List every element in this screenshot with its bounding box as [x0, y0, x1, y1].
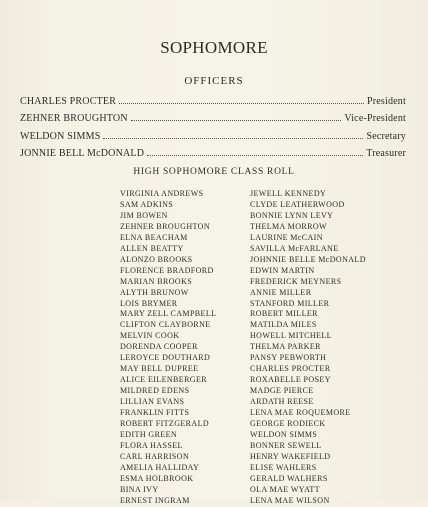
roll-name: EDITH GREEN	[120, 429, 178, 439]
officer-name: CHARLES PROCTER	[20, 96, 117, 107]
roll-name: SAM ADKINS	[120, 199, 174, 209]
officer-name: JONNIE BELL McDONALD	[20, 147, 145, 159]
roll-name: MAY BELL DUPREE	[120, 364, 199, 374]
officer-name: WELDON SIMMS	[20, 130, 101, 142]
roll-name: GERALD WALHERS	[250, 473, 328, 483]
roll-name: STANFORD MILLER	[250, 298, 330, 308]
roll-name: BONNIE LYNN LEVY	[250, 210, 334, 220]
roll-name: CLIFTON CLAYBORNE	[120, 320, 211, 330]
roll-name: VIRGINIA ANDREWS	[120, 189, 204, 198]
officer-name: ZEHNER BROUGHTON	[20, 113, 128, 125]
roll-name: LENA MAE WILSON	[250, 495, 330, 505]
roll-name: FRANKLIN FITTS	[120, 408, 190, 418]
roll-name: MADGE PIERCE	[250, 386, 314, 396]
roll-name: ROBERT MILLER	[250, 309, 318, 319]
roll-name: THELMA MORROW	[250, 221, 327, 231]
roll-name: FREDERICK MEYNERS	[250, 276, 342, 286]
dot-leader	[119, 96, 364, 104]
roll-name: JIM BOWEN	[120, 210, 168, 220]
officer-row	[20, 96, 406, 113]
dot-leader	[103, 131, 363, 139]
dot-leader	[147, 148, 363, 156]
roll-name: EDWIN MARTIN	[250, 265, 315, 275]
roll-name: ELNA BEACHAM	[120, 232, 188, 242]
roll-name: MATILDA MILES	[250, 320, 317, 330]
roll-name: CLYDE LEATHERWOOD	[250, 199, 345, 209]
officer-role: Treasurer	[366, 147, 406, 159]
roll-name: ALONZO BROOKS	[120, 254, 193, 264]
roll-name: LENA MAE ROQUEMORE	[250, 408, 351, 418]
roll-name: MARY ZELL CAMPBELL	[120, 309, 217, 319]
roll-name: LILLIAN EVANS	[120, 397, 185, 407]
officer-role: Vice-President	[344, 113, 406, 125]
roll-name: MILDRED EDENS	[120, 386, 190, 396]
roll-name: CHARLES PROCTER	[250, 364, 331, 374]
officers-list	[20, 96, 406, 165]
roll-name: JOHNNIE BELLE McDONALD	[250, 254, 366, 264]
roll-name: FLORENCE BRADFORD	[120, 265, 214, 275]
roll-name: ESMA HOLBROOK	[120, 473, 194, 483]
roll-name: BINA IVY	[120, 484, 159, 494]
roll-name: HOWELL MITCHELL	[250, 331, 332, 341]
roll-name: ALLEN BEATTY	[120, 243, 184, 253]
roll-name: CARL HARRISON	[120, 451, 190, 461]
roll-name: BONNER SEWELL	[250, 440, 322, 450]
officers-heading: OFFICERS	[184, 75, 244, 87]
roll-name: SAVILLA McFARLANE	[250, 243, 339, 253]
roll-name: HENRY WAKEFIELD	[250, 451, 331, 461]
roll-name: OLA MAE WYATT	[250, 484, 320, 494]
roll-name: WELDON SIMMS	[250, 429, 318, 439]
roll-name: MARIAN BROOKS	[120, 276, 193, 286]
roll-name: LEROYCE DOUTHARD	[120, 353, 211, 363]
class-roll-left-column	[120, 189, 216, 507]
roll-name: ALICE EILENBERGER	[120, 375, 208, 385]
roll-name: MELVIN COOK	[120, 331, 180, 341]
roll-name: GEORGE RODIECK	[250, 419, 326, 429]
officer-row	[20, 113, 406, 130]
roll-name: JEWELL KENNEDY	[250, 189, 327, 198]
officer-row	[20, 131, 406, 148]
roll-name: ELISE WAHLERS	[250, 462, 317, 472]
officer-role: Secretary	[366, 130, 406, 142]
roll-name: THELMA PARKER	[250, 342, 321, 352]
roll-name: LOIS BRYMER	[120, 298, 178, 308]
page-title: SOPHOMORE	[160, 38, 268, 57]
roll-name: DORENDA COOPER	[120, 342, 198, 352]
class-roll-heading: HIGH SOPHOMORE CLASS ROLL	[133, 167, 295, 177]
roll-name: PANSY PEBWORTH	[250, 353, 327, 363]
roll-name: ROXABELLE POSEY	[250, 375, 331, 385]
roll-name: ARDATH REESE	[250, 397, 314, 407]
roll-name: ERNEST INGRAM	[120, 495, 190, 505]
class-roll-right-column	[250, 189, 366, 507]
officer-role: President	[366, 96, 406, 107]
dot-leader	[131, 113, 342, 121]
roll-name: ALYTH BRUNOW	[120, 287, 189, 297]
roll-name: ZEHNER BROUGHTON	[120, 221, 211, 231]
roll-name: LAURINE McCAIN	[250, 232, 323, 242]
roll-name: FLORA HASSEL	[120, 440, 183, 450]
roll-name: ROBERT FITZGERALD	[120, 419, 210, 429]
roll-name: AMELIA HALLIDAY	[120, 462, 200, 472]
roll-name: ANNIE MILLER	[250, 287, 312, 297]
officer-row	[20, 148, 406, 165]
